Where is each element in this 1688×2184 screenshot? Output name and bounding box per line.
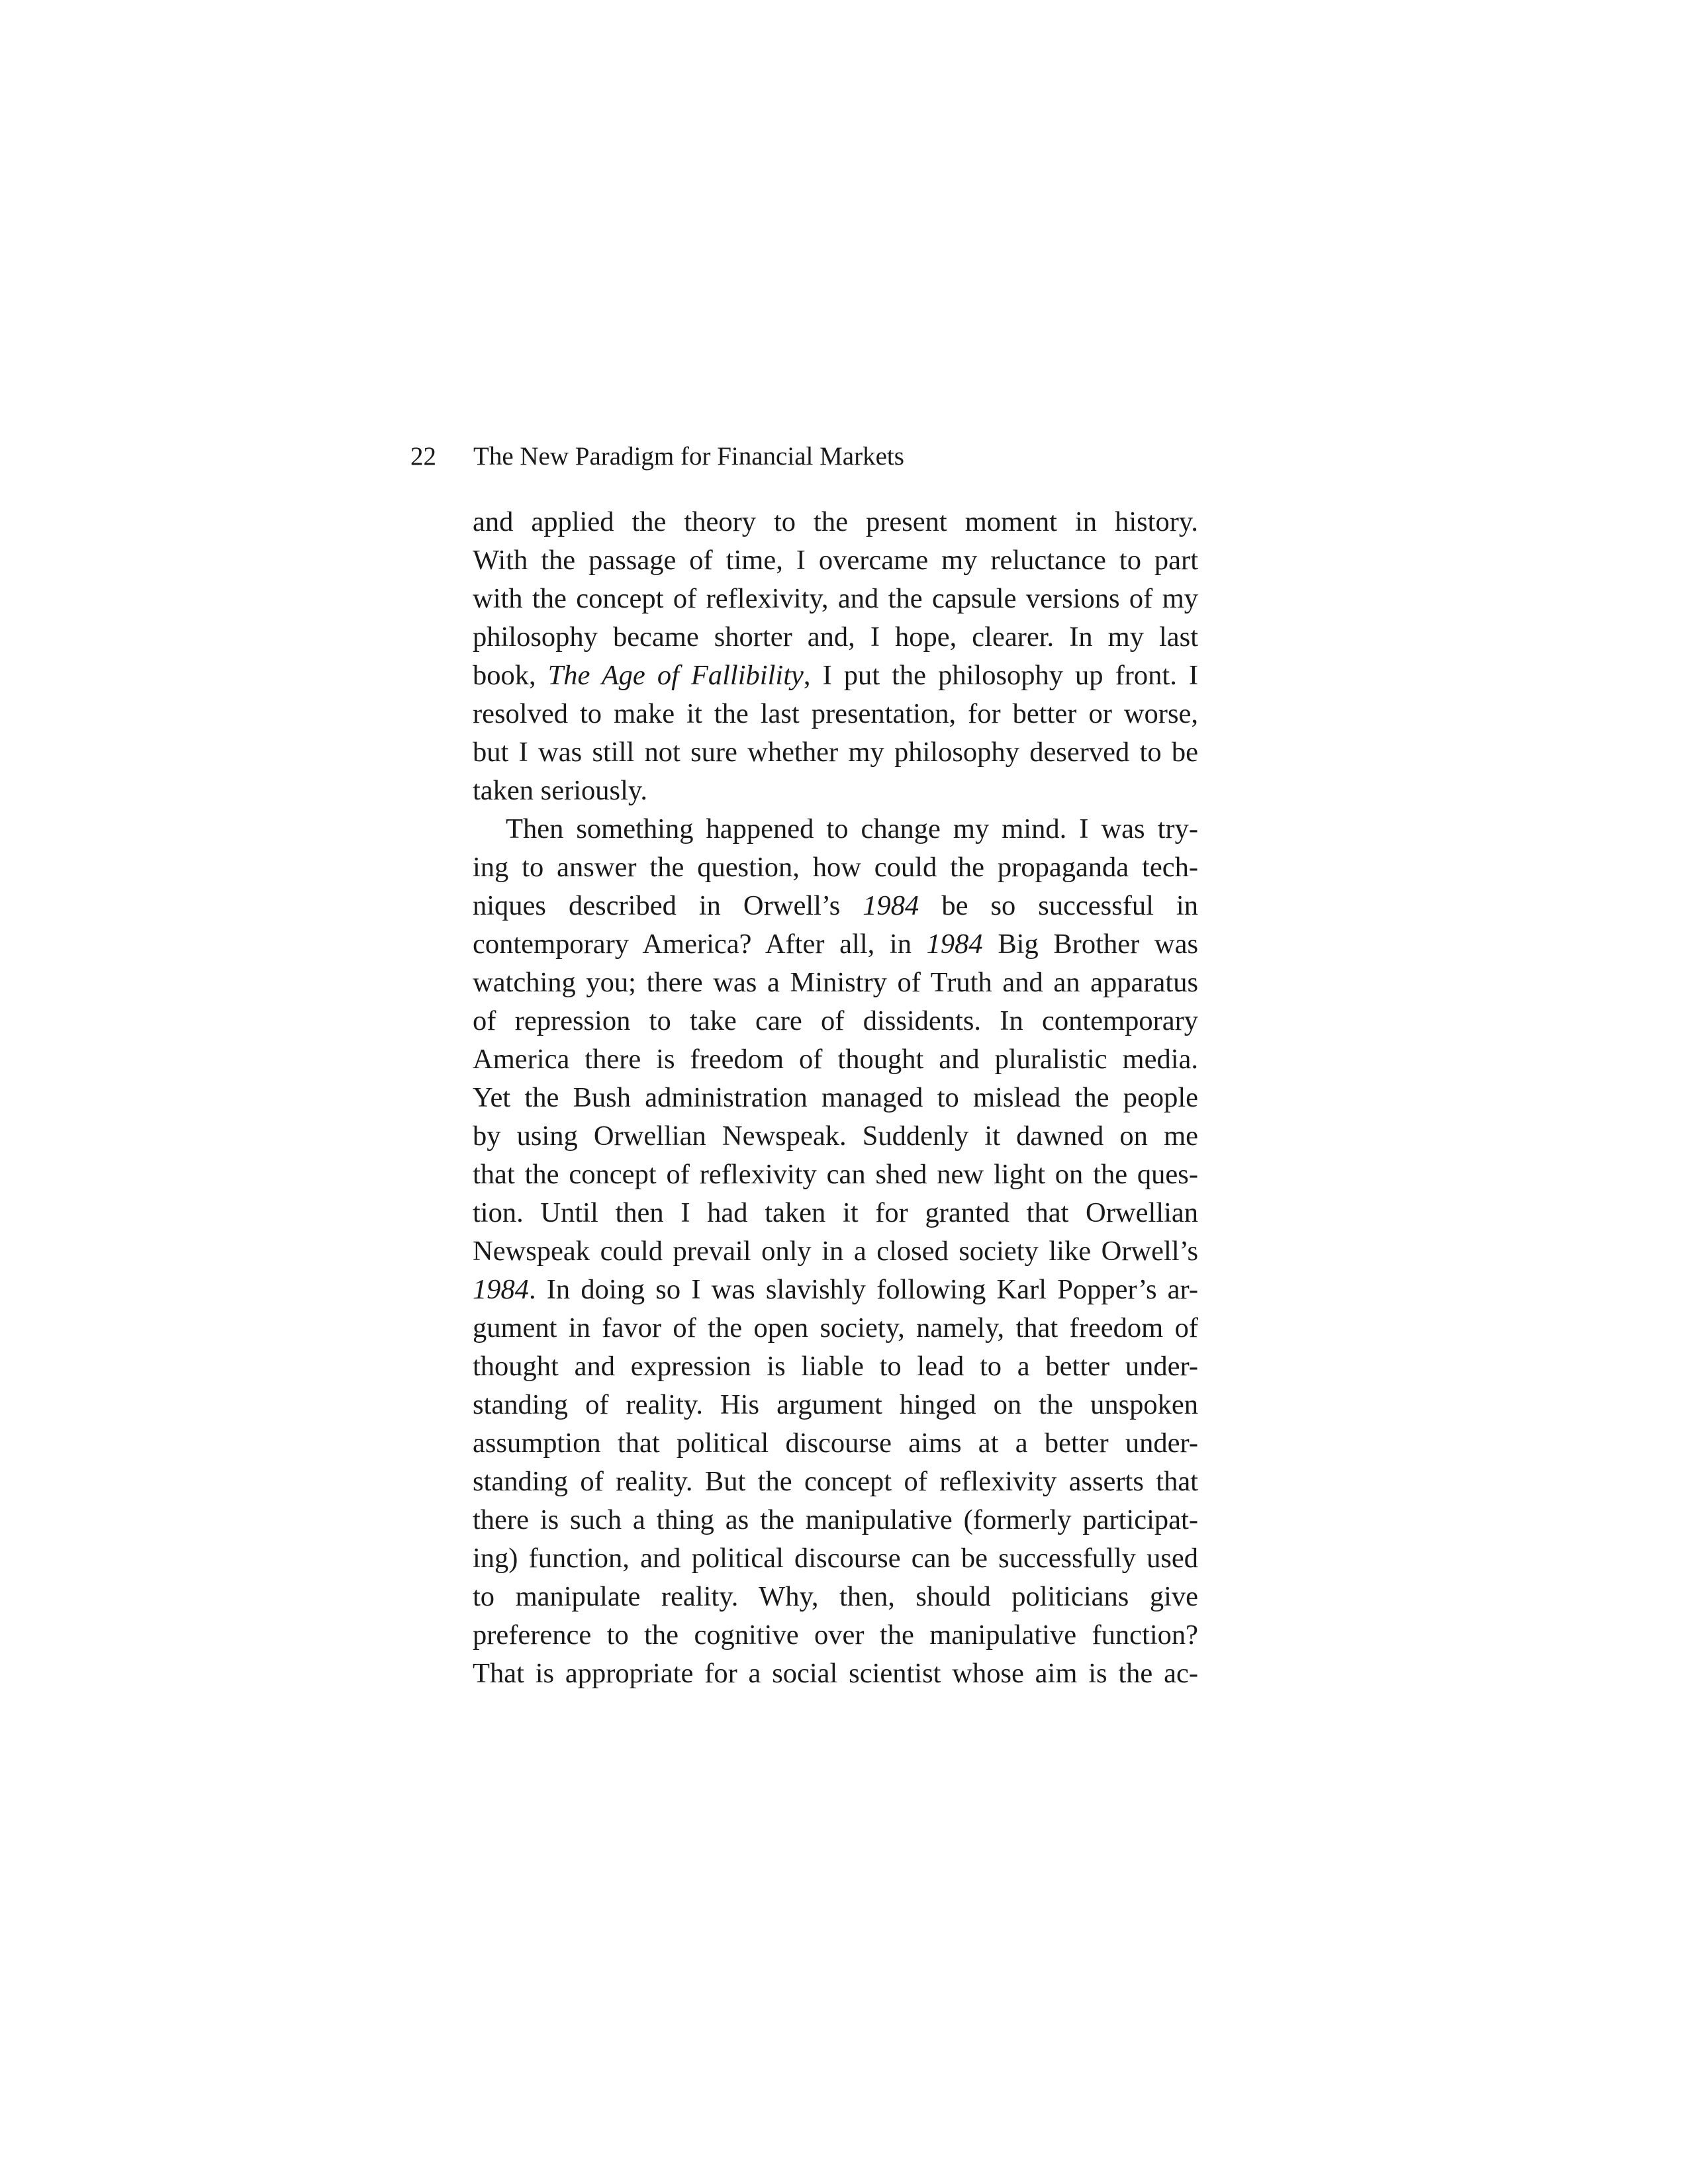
- text-segment: to manipulate reality. Why, then, should politicians give: [473, 1581, 1198, 1612]
- text-segment: standing of reality. His argument hinged on the unspoken: [473, 1389, 1198, 1420]
- text-segment: book,: [473, 660, 548, 691]
- text-line: [473, 733, 1198, 772]
- text-line: [473, 1539, 1198, 1578]
- text-line: [473, 1194, 1198, 1232]
- text-segment: resolved to make it the last presentation, for better or worse,: [473, 698, 1198, 729]
- text-segment: niques described in Orwell’s: [473, 890, 863, 921]
- text-segment: tion. Until then I had taken it for granted that Orwellian: [473, 1197, 1198, 1228]
- text-segment: assumption that political discourse aims at a better under-: [473, 1428, 1198, 1459]
- text-line: [473, 541, 1198, 580]
- text-segment: thought and expression is liable to lead to a better under-: [473, 1351, 1198, 1382]
- text-line: [473, 657, 1198, 695]
- text-segment: . In doing so I was slavishly following Karl Popper’s ar-: [529, 1274, 1198, 1305]
- text-segment: with the concept of reflexivity, and the capsule versions of my: [473, 583, 1198, 614]
- text-segment: that the concept of reflexivity can shed new light on the ques-: [473, 1159, 1198, 1190]
- text-segment: Then something happened to change my mind. I was try-: [506, 813, 1198, 844]
- book-title: The New Paradigm for Financial Markets: [473, 442, 904, 471]
- italic-title: 1984: [863, 890, 919, 921]
- text-line: [473, 1309, 1198, 1347]
- italic-title: 1984: [926, 929, 983, 960]
- text-segment: be so successful in: [919, 890, 1198, 921]
- text-line: [473, 503, 1198, 541]
- text-segment: ing) function, and political discourse can be successfully used: [473, 1543, 1198, 1574]
- text-line: [473, 1156, 1198, 1194]
- running-head: [410, 433, 1205, 480]
- text-line: [473, 772, 1198, 810]
- text-segment: Big Brother was: [982, 929, 1198, 960]
- text-line: [473, 1386, 1198, 1424]
- text-line: [473, 1117, 1198, 1156]
- page-number: 22: [410, 442, 436, 471]
- text-segment: Yet the Bush administration managed to mislead the people: [473, 1082, 1198, 1113]
- text-segment: , I put the philosophy up front. I: [803, 660, 1198, 691]
- text-line: [473, 580, 1198, 618]
- text-line: [473, 1040, 1198, 1079]
- text-line: [473, 925, 1198, 964]
- text-line: [473, 1271, 1198, 1309]
- text-line: [473, 810, 1198, 848]
- text-segment: America there is freedom of thought and pluralistic media.: [473, 1044, 1198, 1075]
- text-segment: but I was still not sure whether my philosophy deserved to be: [473, 737, 1198, 768]
- italic-title: The Age of Fallibility: [547, 660, 804, 691]
- text-segment: philosophy became shorter and, I hope, clearer. In my last: [473, 621, 1198, 653]
- text-line: [473, 1463, 1198, 1501]
- text-segment: That is appropriate for a social scientist whose aim is the ac-: [473, 1658, 1198, 1689]
- text-segment: standing of reality. But the concept of reflexivity asserts that: [473, 1466, 1198, 1497]
- text-line: [473, 1616, 1198, 1655]
- text-segment: contemporary America? After all, in: [473, 929, 927, 960]
- text-segment: ing to answer the question, how could the propaganda tech-: [473, 852, 1198, 883]
- text-segment: gument in favor of the open society, namely, that freedom of: [473, 1312, 1198, 1343]
- italic-title: 1984: [473, 1274, 529, 1305]
- text-line: [473, 1232, 1198, 1271]
- text-segment: taken seriously.: [473, 775, 647, 806]
- text-line: [473, 1347, 1198, 1386]
- text-line: [473, 1079, 1198, 1117]
- text-line: [473, 848, 1198, 887]
- text-line: [473, 1501, 1198, 1539]
- text-segment: there is such a thing as the manipulative (formerly participat-: [473, 1504, 1198, 1535]
- text-line: [473, 695, 1198, 733]
- text-line: [473, 1002, 1198, 1040]
- body-text: [473, 503, 1198, 1693]
- text-segment: With the passage of time, I overcame my reluctance to part: [473, 545, 1198, 576]
- text-line: [473, 1424, 1198, 1463]
- text-segment: Newspeak could prevail only in a closed society like Orwell’s: [473, 1236, 1198, 1267]
- text-line: [473, 964, 1198, 1002]
- text-segment: and applied the theory to the present moment in history.: [473, 506, 1198, 537]
- text-segment: watching you; there was a Ministry of Truth and an apparatus: [473, 967, 1198, 998]
- text-segment: by using Orwellian Newspeak. Suddenly it dawned on me: [473, 1120, 1198, 1152]
- text-line: [473, 887, 1198, 925]
- text-line: [473, 1578, 1198, 1616]
- text-segment: of repression to take care of dissidents. In contemporary: [473, 1005, 1198, 1036]
- text-segment: preference to the cognitive over the manipulative function?: [473, 1619, 1198, 1651]
- text-line: [473, 618, 1198, 657]
- text-line: [473, 1655, 1198, 1693]
